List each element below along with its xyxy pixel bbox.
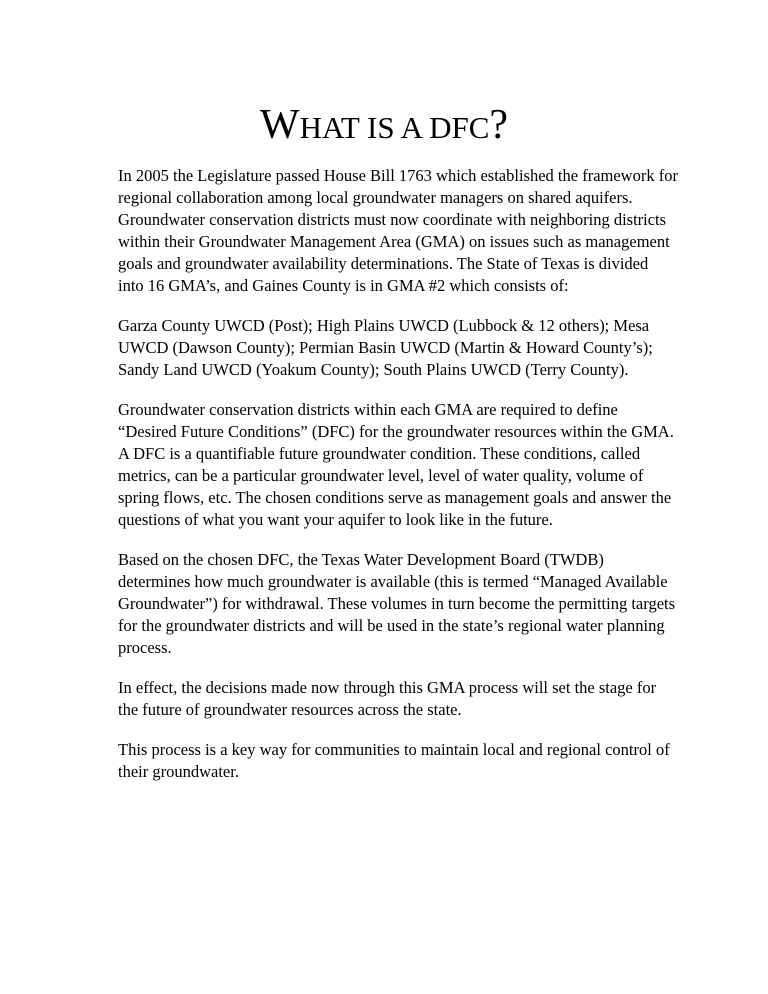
paragraph-legislation: In 2005 the Legislature passed House Bill 1763 which established the framework for regional collaboration among local groundwater managers on shared aquifers. Groundwater conservation districts must now coordinate with neighboring districts within their Groundwater Management Area (GMA) on issues such as management goals and groundwater availability determinations. The State of Texas is divided into 16 GMA’s, and Gaines County is in GMA #2 which consists of: [118,166,678,295]
title-word-hat: HAT [299,110,368,145]
page-title [0,104,768,146]
paragraph-gma2-members: Garza County UWCD (Post); High Plains UWCD (Lubbock & 12 others); Mesa UWCD (Dawson County); Permian Basin UWCD (Martin & Howard County’s); Sandy Land UWCD (Yoakum County); South Plains UWCD (Terry County). [118,316,653,379]
title-word-dfc: DFC [429,110,490,145]
paragraph-local-control: This process is a key way for communities to maintain local and regional control of their groundwater. [118,740,670,781]
title-word-is: IS [367,110,401,145]
paragraph-dfc-definition: Groundwater conservation districts within each GMA are required to define “Desired Future Conditions” (DFC) for the groundwater resources within the GMA. A DFC is a quantifiable future groundwater condition. These conditions, called metrics, can be a particular groundwater level, level of water quality, volume of spring flows, etc. The chosen conditions serve as management goals and answer the questions of what you want your aquifer to look like in the future. [118,400,674,529]
title-question-mark: ? [489,102,509,148]
title-word-a: A [400,110,430,145]
title-initial-w: W [259,102,300,148]
paragraph-effect: In effect, the decisions made now through this GMA process will set the stage for the future of groundwater resources across the state. [118,678,657,719]
body-text [118,165,678,801]
paragraph-twdb: Based on the chosen DFC, the Texas Water Development Board (TWDB) determines how much groundwater is available (this is termed “Managed Available Groundwater”) for withdrawal. These volumes in turn become the permitting targets for the groundwater districts and will be used in the state’s regional water planning process. [118,550,676,657]
